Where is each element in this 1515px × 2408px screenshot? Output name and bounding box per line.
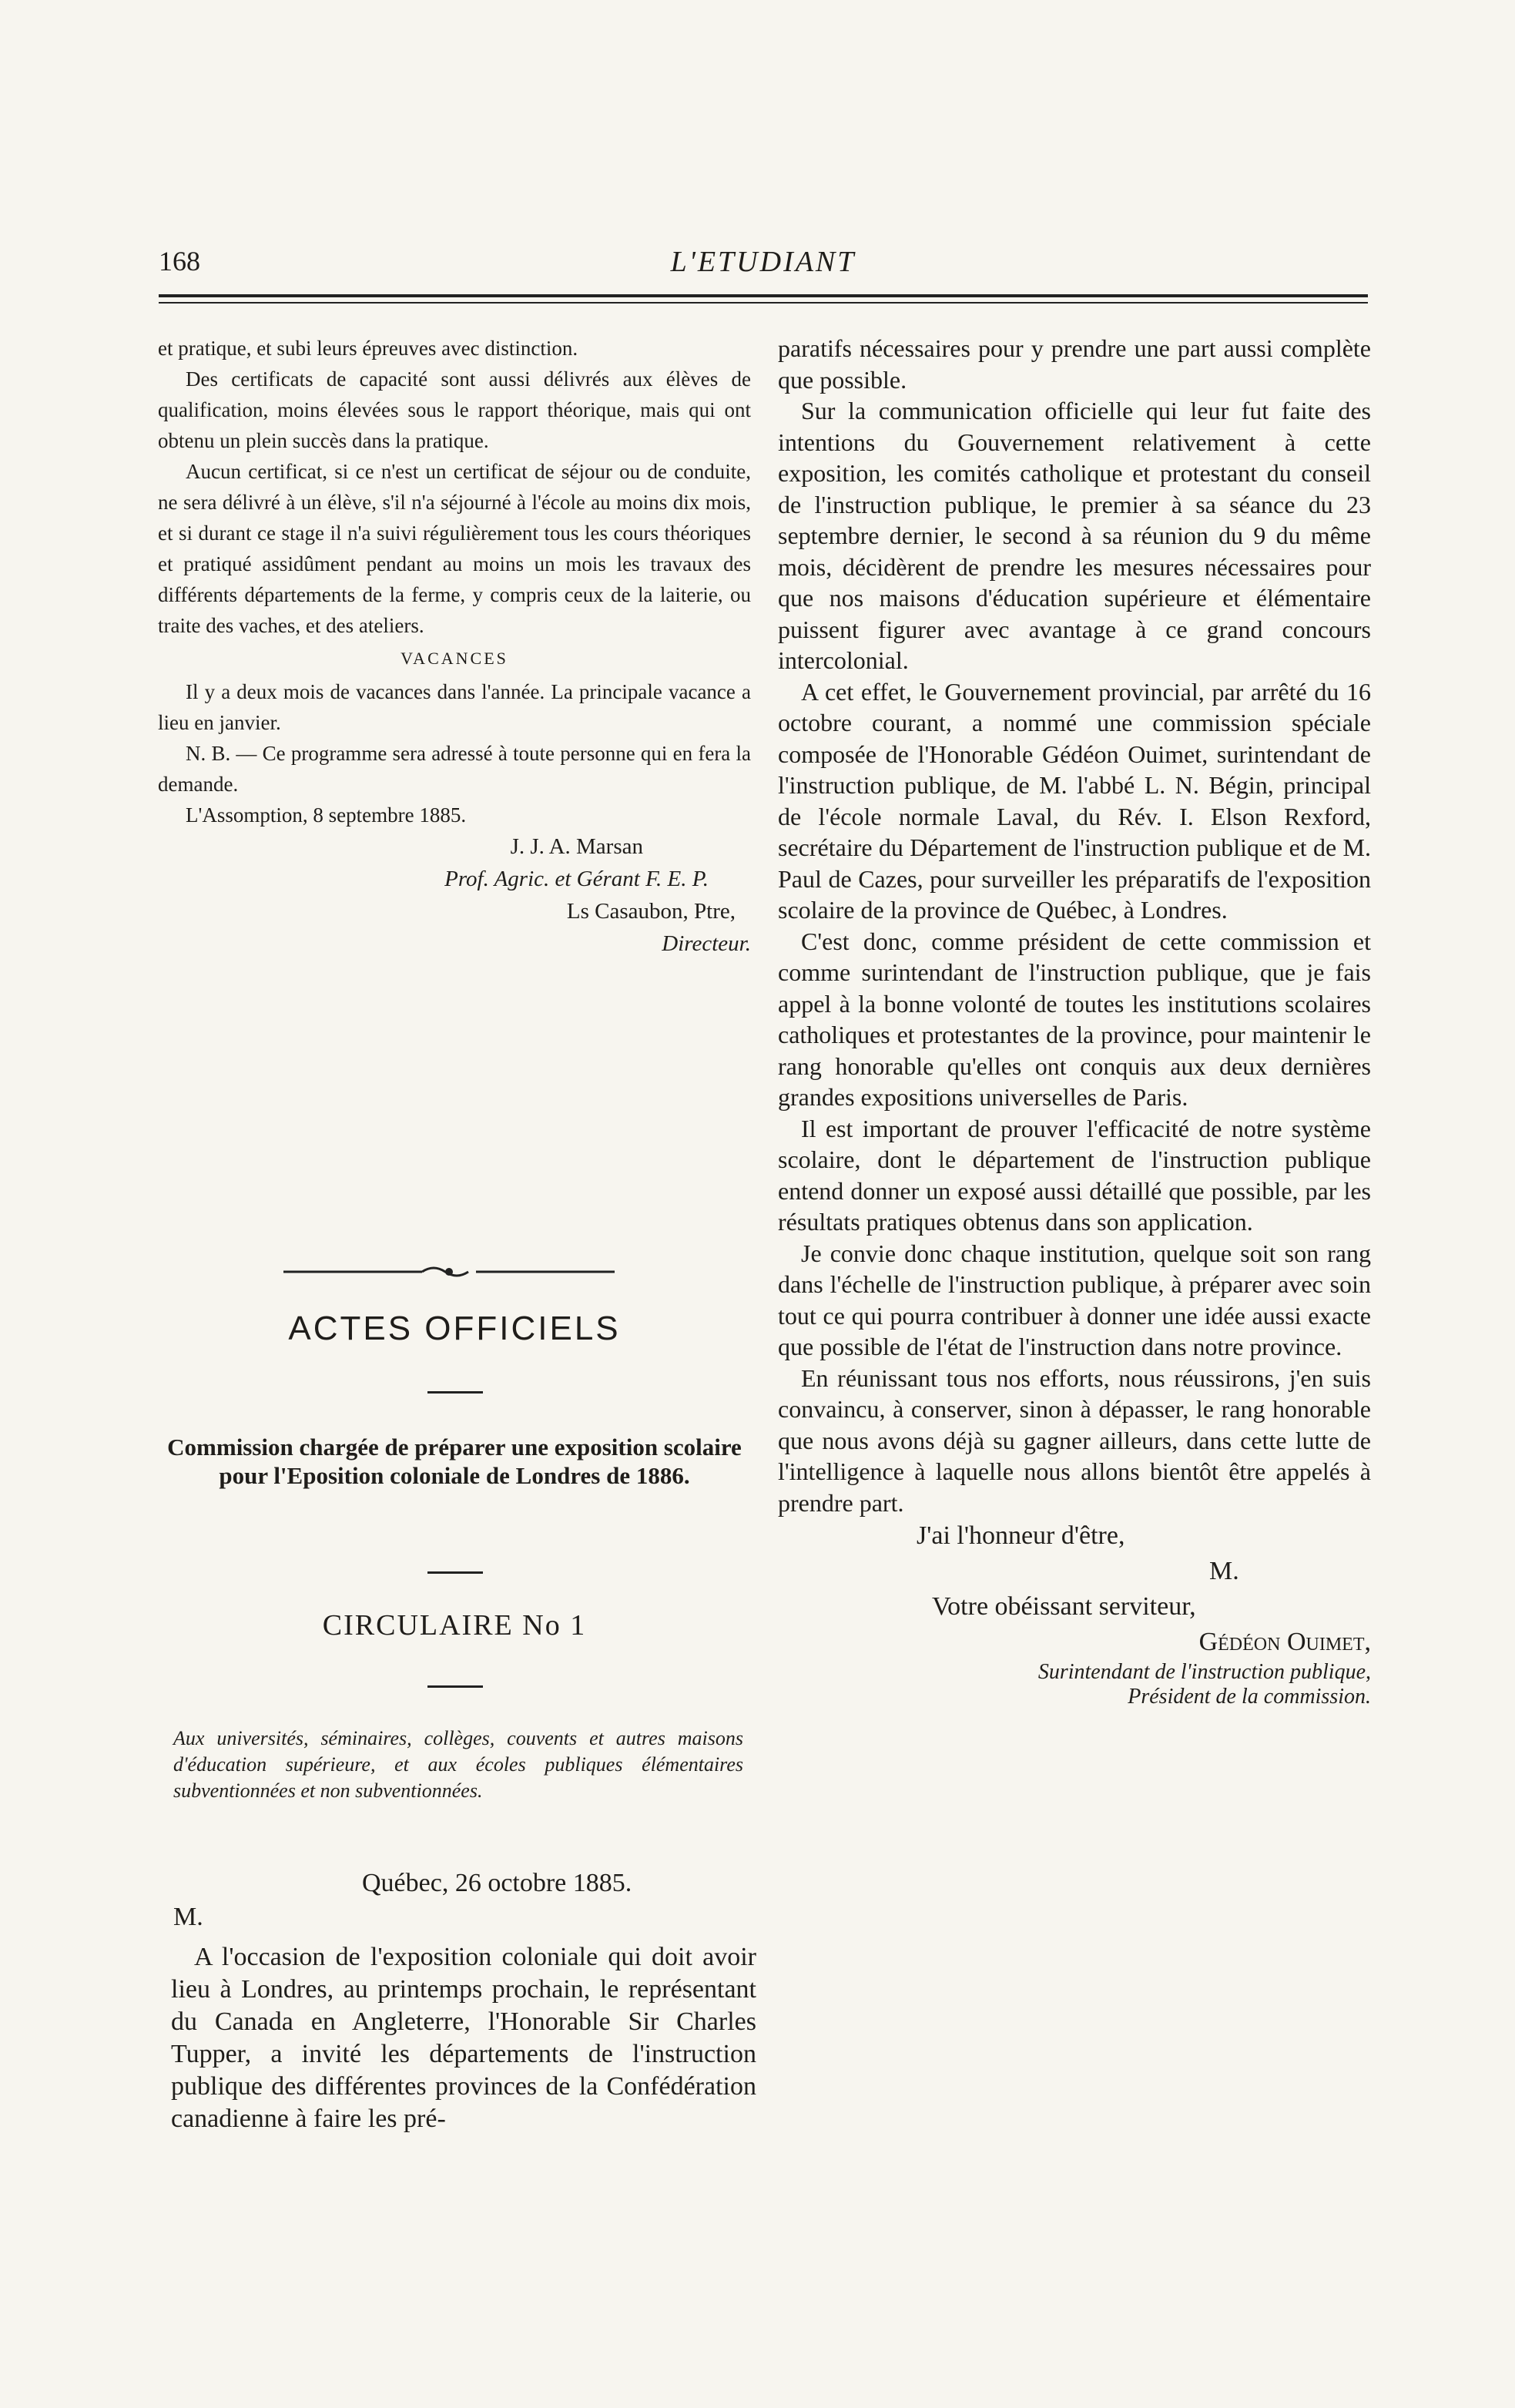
page-number: 168	[159, 246, 200, 277]
signatory-title: Président de la commission.	[1128, 1685, 1371, 1709]
header-rule	[159, 294, 1368, 297]
letter-paragraph: C'est donc, comme président de cette commission et comme surintendant de l'instruction publique, que je fais appel à la bonne volonté de toutes les institutions scolaires catholiques et protestantes de la province, pour maintenir le rang honorable qu'elles ont conquis aux deux dernières grandes expositions universelles de Paris.	[778, 927, 1371, 1111]
signature-title: Directeur.	[662, 931, 751, 956]
letter-paragraph: Je convie donc chaque institution, quelque soit son rang dans l'échelle de l'instruction publique, à préparer avec soin tout ce qui pourra contribuer à donner une idée aussi exacte que possible de l'état de l'instruction dans notre province.	[778, 1239, 1371, 1360]
paragraph: Aucun certificat, si ce n'est un certificat de séjour ou de conduite, ne sera délivré à un élève, s'il n'a séjourné à l'école au moins dix mois, et si durant ce stage il n'a suivi régulièrement tous les cours théoriques et pratiqué assidûment pendant au moins un mois les travaux des différents départements de la ferme, y compris ceux de la laiterie, ou traite des vaches, et des ateliers.	[158, 460, 751, 637]
commission-heading: Commission chargée de préparer une exposition scolaire pour l'Eposition coloniale de Londres de 1886.	[167, 1434, 742, 1489]
letter-paragraph: En réunissant tous nos efforts, nous réussirons, j'en suis convaincu, à conserver, sinon à dépasser, le rang honorable que nous avons déjà su gagner ailleurs, dans cette lutte de l'intelligence à laquelle nous allons bientôt être appelés à prendre part.	[778, 1363, 1371, 1517]
divider-rule	[427, 1685, 483, 1688]
letter-paragraph: A cet effet, le Gouvernement provincial, par arrêté du 16 octobre courant, a nommé une commission spéciale composée de l'Honorable Gédéon Ouimet, surintendant de l'instruction publique, de M. l'abbé L. N. Bégin, principal de l'école normale Laval, du Rév. I. Elson Rexford, secrétaire du Département de l'instruction publique et de M. Paul de Cazes, pour surveiller les préparatifs de l'exposition scolaire de la province de Québec, à Londres.	[778, 677, 1371, 924]
signature-title: Prof. Agric. et Gérant F. E. P.	[444, 867, 709, 891]
header-rule-thin	[159, 302, 1368, 304]
page-header	[159, 245, 1368, 283]
paragraph: N. B. — Ce programme sera adressé à toute personne qui en fera la demande.	[158, 742, 751, 796]
closing-line: M.	[1209, 1557, 1239, 1585]
letter-paragraph: Il est important de prouver l'efficacité de notre système scolaire, dont le département de l'instruction publique entend donner un exposé aussi détaillé que possible, par les résultats pratiques obtenus dans son application.	[778, 1114, 1371, 1236]
left-column	[158, 333, 751, 960]
paragraph: et pratique, et subi leurs épreuves avec distinction.	[158, 337, 578, 360]
signatory-title: Surintendant de l'instruction publique,	[1037, 1660, 1371, 1684]
signature-name: J. J. A. Marsan	[510, 834, 643, 859]
place-date: Québec, 26 octobre 1885.	[362, 1869, 632, 1897]
divider-rule	[427, 1391, 483, 1393]
paragraph: Des certificats de capacité sont aussi délivrés aux élèves de qualification, moins élevées sous le rapport théorique, mais qui ont obtenu un plein succès dans la pratique.	[158, 367, 751, 452]
paragraph: L'Assomption, 8 septembre 1885.	[186, 803, 467, 827]
letter-left-part	[171, 1941, 756, 2135]
closing-line: Votre obéissant serviteur,	[932, 1592, 1196, 1621]
right-column	[778, 333, 1371, 1709]
letter-paragraph: paratifs nécessaires pour y prendre une part aussi complète que possible.	[778, 334, 1371, 394]
closing-line: J'ai l'honneur d'être,	[917, 1521, 1125, 1550]
letter-paragraph: A l'occasion de l'exposition coloniale qui doit avoir lieu à Londres, au printemps prochain, le représentant du Canada en Angleterre, l'Honorable Sir Charles Tupper, a invité les départements de l'instruction publique des différentes provinces de la Confédération canadienne à faire les pré-	[171, 1943, 756, 2133]
salutation: M.	[173, 1903, 203, 1931]
addressees: Aux universités, séminaires, collèges, couvents et autres maisons d'éducation supérieure, et aux écoles publiques élémentaires subventionnées et non subventionnées.	[173, 1727, 743, 1802]
section-title: ACTES OFFICIELS	[288, 1310, 621, 1347]
signatory-name: Gédéon Ouimet,	[1198, 1628, 1371, 1656]
signature-name: Ls Casaubon, Ptre,	[566, 899, 736, 924]
divider-rule	[427, 1571, 483, 1574]
paragraph: Il y a deux mois de vacances dans l'année. La principale vacance a lieu en janvier.	[158, 680, 751, 734]
ornament-divider	[283, 1260, 615, 1283]
running-title: L'ETUDIANT	[670, 246, 856, 278]
circular-heading: CIRCULAIRE No 1	[322, 1609, 587, 1642]
vacances-heading: VACANCES	[401, 649, 508, 668]
letter-paragraph: Sur la communication officielle qui leur fut faite des intentions du Gouvernement relativement à cette exposition, les comités catholique et protestant du conseil de l'instruction publique, le premier à sa séance du 23 septembre dernier, le second à sa réunion du 9 du même mois, décidèrent de prendre les mesures nécessaires pour que nos maisons d'éducation supérieure et élémentaire puissent figurer avec avantage à ce grand concours intercolonial.	[778, 397, 1371, 674]
